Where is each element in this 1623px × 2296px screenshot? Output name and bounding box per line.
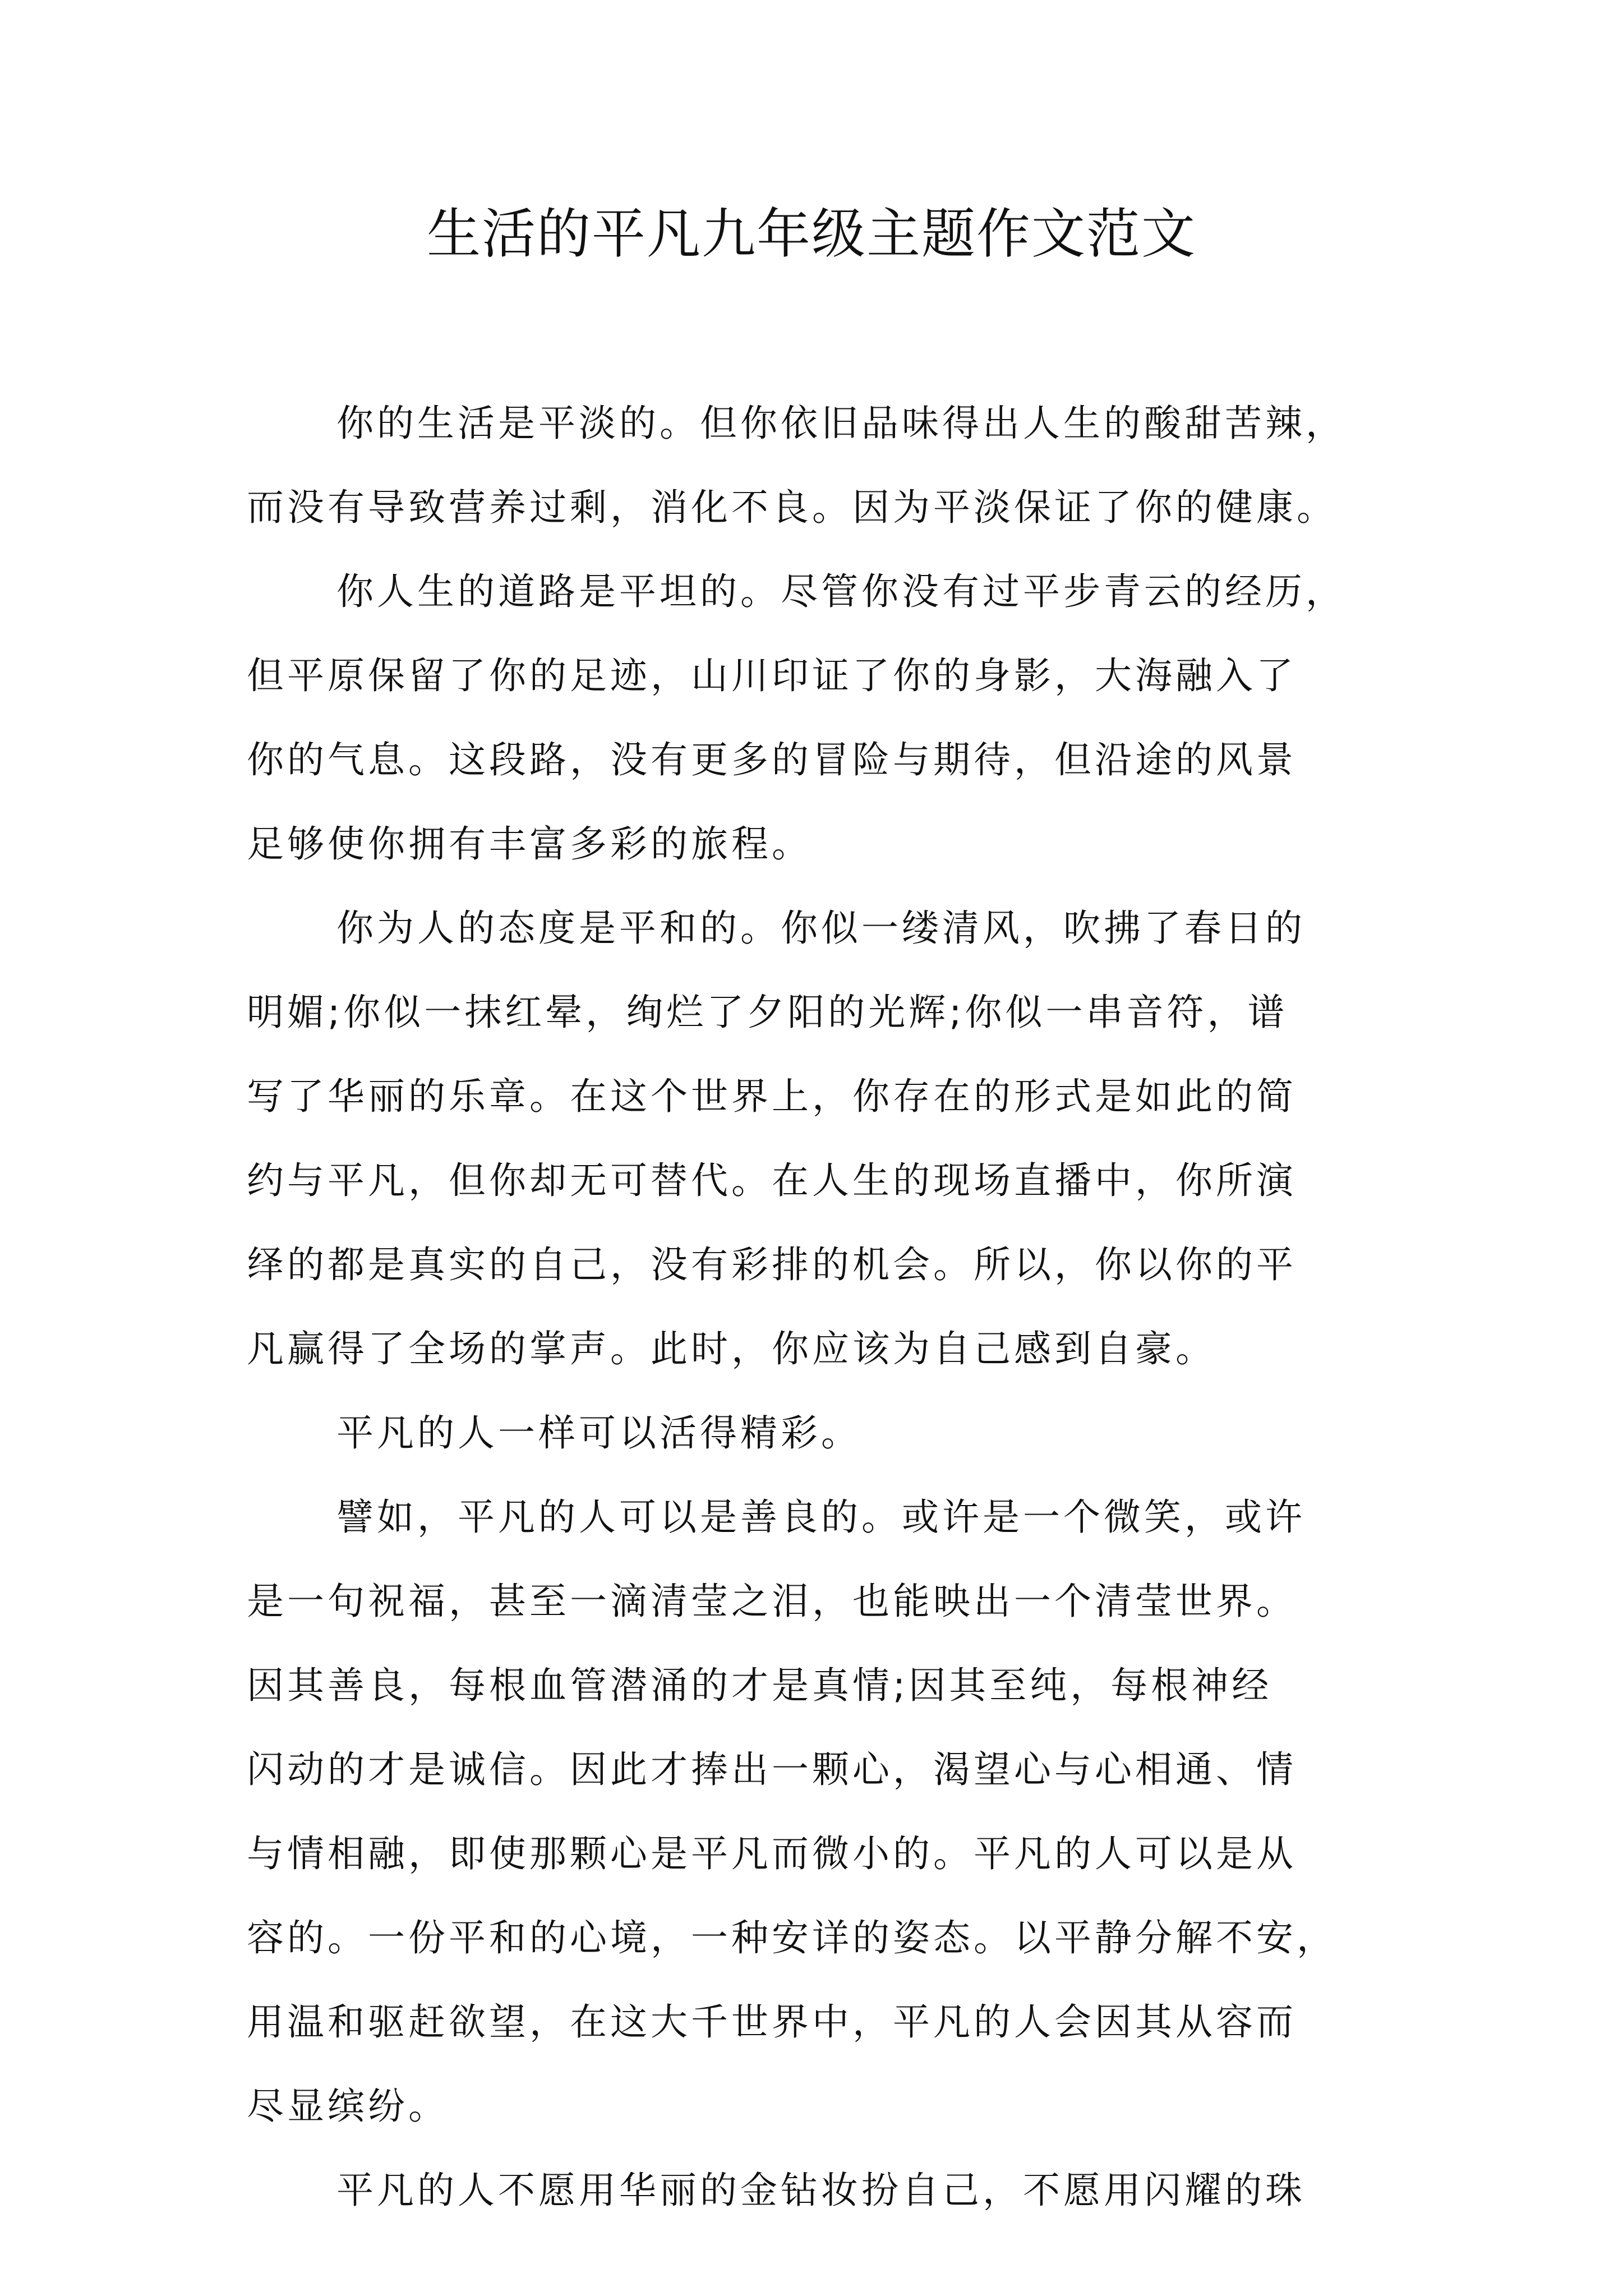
text-line: 你的生活是平淡的。但你依旧品味得出人生的酸甜苦辣，	[336, 402, 1346, 445]
text-line: 尽显缤纷。	[247, 2085, 449, 2128]
document-title: 生活的平凡九年级主题作文范文	[427, 203, 1196, 265]
text-line: 因其善良，每根血管潜涌的才是真情;因其至纯，每根神经	[247, 1664, 1272, 1707]
text-line: 与情相融，即使那颗心是平凡而微小的。平凡的人可以是从	[247, 1832, 1297, 1875]
text-line: 而没有导致营养过剩，消化不良。因为平淡保证了你的健康。	[247, 486, 1337, 529]
text-line: 明媚;你似一抹红晕，绚烂了夕阳的光辉;你似一串音符，谱	[247, 991, 1288, 1034]
text-line: 但平原保留了你的足迹，山川印证了你的身影，大海融入了	[247, 654, 1297, 697]
text-line: 足够使你拥有丰富多彩的旅程。	[247, 822, 812, 866]
text-line: 平凡的人一样可以活得精彩。	[336, 1411, 861, 1455]
document-body	[247, 381, 1391, 2233]
text-line: 写了华丽的乐章。在这个世界上，你存在的形式是如此的简	[247, 1075, 1297, 1118]
text-line: 凡赢得了全场的掌声。此时，你应该为自己感到自豪。	[247, 1327, 1216, 1370]
text-line: 是一句祝福，甚至一滴清莹之泪，也能映出一个清莹世界。	[247, 1580, 1297, 1623]
text-line: 你为人的态度是平和的。你似一缕清风，吹拂了春日的	[336, 907, 1306, 950]
text-line: 闪动的才是诚信。因此才捧出一颗心，渴望心与心相通、情	[247, 1748, 1297, 1791]
text-line: 你人生的道路是平坦的。尽管你没有过平步青云的经历，	[336, 570, 1346, 613]
text-line: 平凡的人不愿用华丽的金钻妆扮自己，不愿用闪耀的珠	[336, 2169, 1306, 2212]
text-line: 容的。一份平和的心境，一种安详的姿态。以平静分解不安，	[247, 1916, 1337, 1959]
text-line: 约与平凡，但你却无可替代。在人生的现场直播中，你所演	[247, 1159, 1297, 1202]
text-line: 你的气息。这段路，没有更多的冒险与期待，但沿途的风景	[247, 738, 1297, 781]
text-line: 譬如，平凡的人可以是善良的。或许是一个微笑，或许	[336, 1496, 1306, 1539]
text-line: 绎的都是真实的自己，没有彩排的机会。所以，你以你的平	[247, 1243, 1297, 1286]
text-line: 用温和驱赶欲望，在这大千世界中，平凡的人会因其从容而	[247, 2000, 1297, 2044]
